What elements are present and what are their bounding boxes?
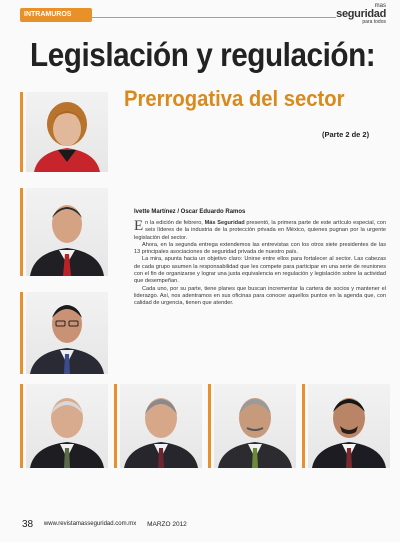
accent-bar [208,384,211,468]
portrait-photo [214,384,296,468]
p1-rest: presentó, la primera parte de este artículo especial, con seis líderes de la industria de la protección privada en México, quienes pugnan por la urgente legislación del sector. [134,220,386,241]
page-footer [22,519,187,530]
article-subtitle: Prerrogativa del sector [124,86,345,111]
magazine-logo [336,3,386,25]
accent-bar [20,188,23,276]
logo-line2: seguridad [336,8,386,20]
header-rule [92,17,336,18]
accent-bar [302,384,305,468]
article-body [134,220,386,308]
logo-line1: mas [374,3,386,9]
page-number: 38 [22,519,34,530]
portrait-photo [308,384,390,468]
footer-url[interactable]: www.revistamasseguridad.com.mx [43,521,137,527]
article-title: Legislación y regulación: [30,36,376,73]
p1-intro: n la edición de febrero, [145,220,205,226]
accent-bar [114,384,117,468]
portrait-photo [26,292,108,374]
portrait-photo [26,92,108,172]
part-label: (Parte 2 de 2) [322,130,370,139]
portrait-photo [120,384,202,468]
paragraph-2: Ahora, en la segunda entrega extendemos las entrevistas con los otros siete presidentes de las 13 principales asociaciones de seguridad privada de nuestro país. [134,241,386,256]
paragraph-4: Cada uno, por su parte, tiene planes que buscan incrementar la cartera de socios y mantener el liderazgo. Así, nos adentramos en sus oficinas para conocer aquellos puntos en la agenda que, con calidad de urgencia, tienen que atender. [134,285,386,307]
accent-bar [20,292,23,374]
drop-cap: E [134,218,144,234]
article-authors: Ivette Martínez / Oscar Eduardo Ramos [134,209,246,215]
paragraph-3: La mira, apunta hacia un objetivo claro: Unirse entre ellos para fortalecer al sector. Las cabezas de cada grupo asumen la responsabilidad que les compete para participar en una serie de reuniones con el fin de organizarse y lograr una justa equivalencia en regulación y legislación sobre la actividad que desempeñan. [134,256,386,285]
accent-bar [20,92,23,172]
issue-date: MARZO 2012 [147,521,187,528]
logo-line3: para todos [362,19,386,25]
portrait-photo [26,188,108,276]
paragraph-1 [134,220,386,242]
section-tag: INTRAMUROS [20,8,92,22]
accent-bar [20,384,23,468]
brand-name: Más Seguridad [204,220,245,226]
portrait-photo [26,384,108,468]
